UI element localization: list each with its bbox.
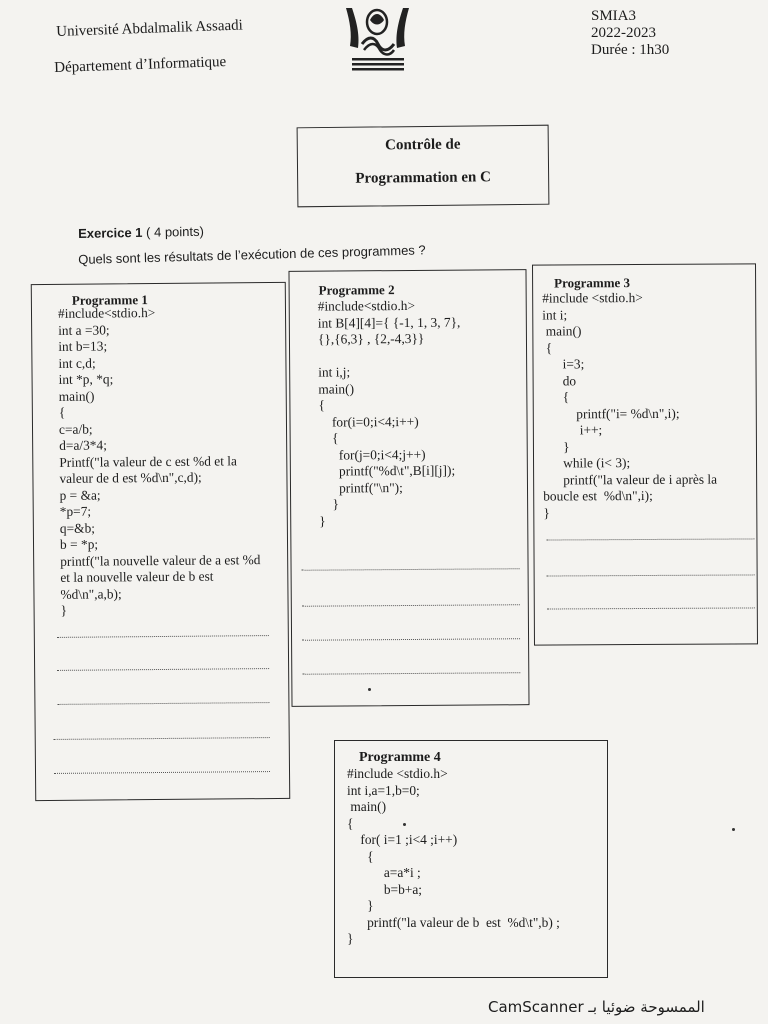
- exam-title-box: [297, 125, 550, 208]
- answer-line: [546, 538, 754, 540]
- answer-line: [54, 737, 270, 740]
- program-3-title: Programme 3: [554, 275, 631, 291]
- answer-line: [302, 604, 520, 607]
- program-2-box: [288, 269, 529, 707]
- speck: [368, 688, 371, 691]
- answer-line: [547, 574, 755, 576]
- answer-line: [302, 568, 520, 571]
- exercise-title: [78, 224, 204, 241]
- answer-line: [57, 668, 269, 671]
- scanner-watermark: CamScanner الممسوحة ضوئيا بـ: [488, 998, 705, 1016]
- program-1-box: [31, 282, 291, 801]
- program-3-box: [532, 263, 758, 645]
- answer-line: [302, 638, 520, 641]
- speck: [403, 823, 406, 826]
- university-logo-icon: [340, 4, 415, 74]
- answer-line: [57, 702, 269, 705]
- exam-title-line2: Programmation en C: [355, 169, 491, 187]
- exam-year: 2022-2023: [591, 25, 656, 41]
- program-4-title: Programme 4: [359, 750, 441, 765]
- program-2-title: Programme 2: [318, 282, 395, 298]
- exercise-points: ( 4 points): [145, 223, 205, 240]
- answer-line: [547, 607, 755, 609]
- program-2-code: #include<stdio.h> int B[4][4]={ {-1, 1, 3, 7}, {},{6,3} , {2,-4,3}} int i,j; main() { for(i=0;i<4;i++) { for(j=0;i<4;j++) printf("%d\t",B[i][j]); printf("\n"); } }: [317, 297, 461, 529]
- university-name: Université Abdalmalik Assaadi: [56, 17, 244, 40]
- speck: [732, 828, 735, 831]
- exercise-name: Exercice 1: [78, 224, 143, 241]
- program-4-code: #include <stdio.h> int i,a=1,b=0; main() { for( i=1 ;i<4 ;i++) { a=a*i ; b=b+a; } printf("la valeur de b est %d\t",b) ; }: [347, 766, 560, 946]
- program-4-box: [334, 740, 608, 978]
- program-3-code: #include <stdio.h> int i; main() { i=3; do { printf("i= %d\n",i); i++; } while (i< 3); printf("la valeur de i après la boucle est %d\n",i); }: [542, 290, 718, 521]
- exam-title-line1: Contrôle de: [384, 136, 461, 154]
- exam-level: SMIA3: [591, 8, 637, 24]
- exam-duration: Durée : 1h30: [591, 42, 670, 58]
- answer-line: [302, 672, 520, 675]
- program-1-title: Programme 1: [71, 292, 148, 308]
- department-name: Département d’Informatique: [54, 53, 227, 76]
- exercise-question: Quels sont les résultats de l’exécution de ces programmes ?: [78, 242, 426, 267]
- answer-line: [54, 771, 270, 774]
- answer-line: [57, 635, 269, 638]
- exam-meta: [591, 8, 669, 59]
- program-1-code: #include<stdio.h> int a =30; int b=13; int c,d; int *p, *q; main() { c=a/b; d=a/3*4; Printf("la valeur de c est %d et la valeur de d est %d\n",c,d); p = &a; *p=7; q=&b; b = *p; printf("la nouvelle valeur de a est %d et la nouvelle valeur de b est %d\n",a,b); }: [57, 305, 261, 618]
